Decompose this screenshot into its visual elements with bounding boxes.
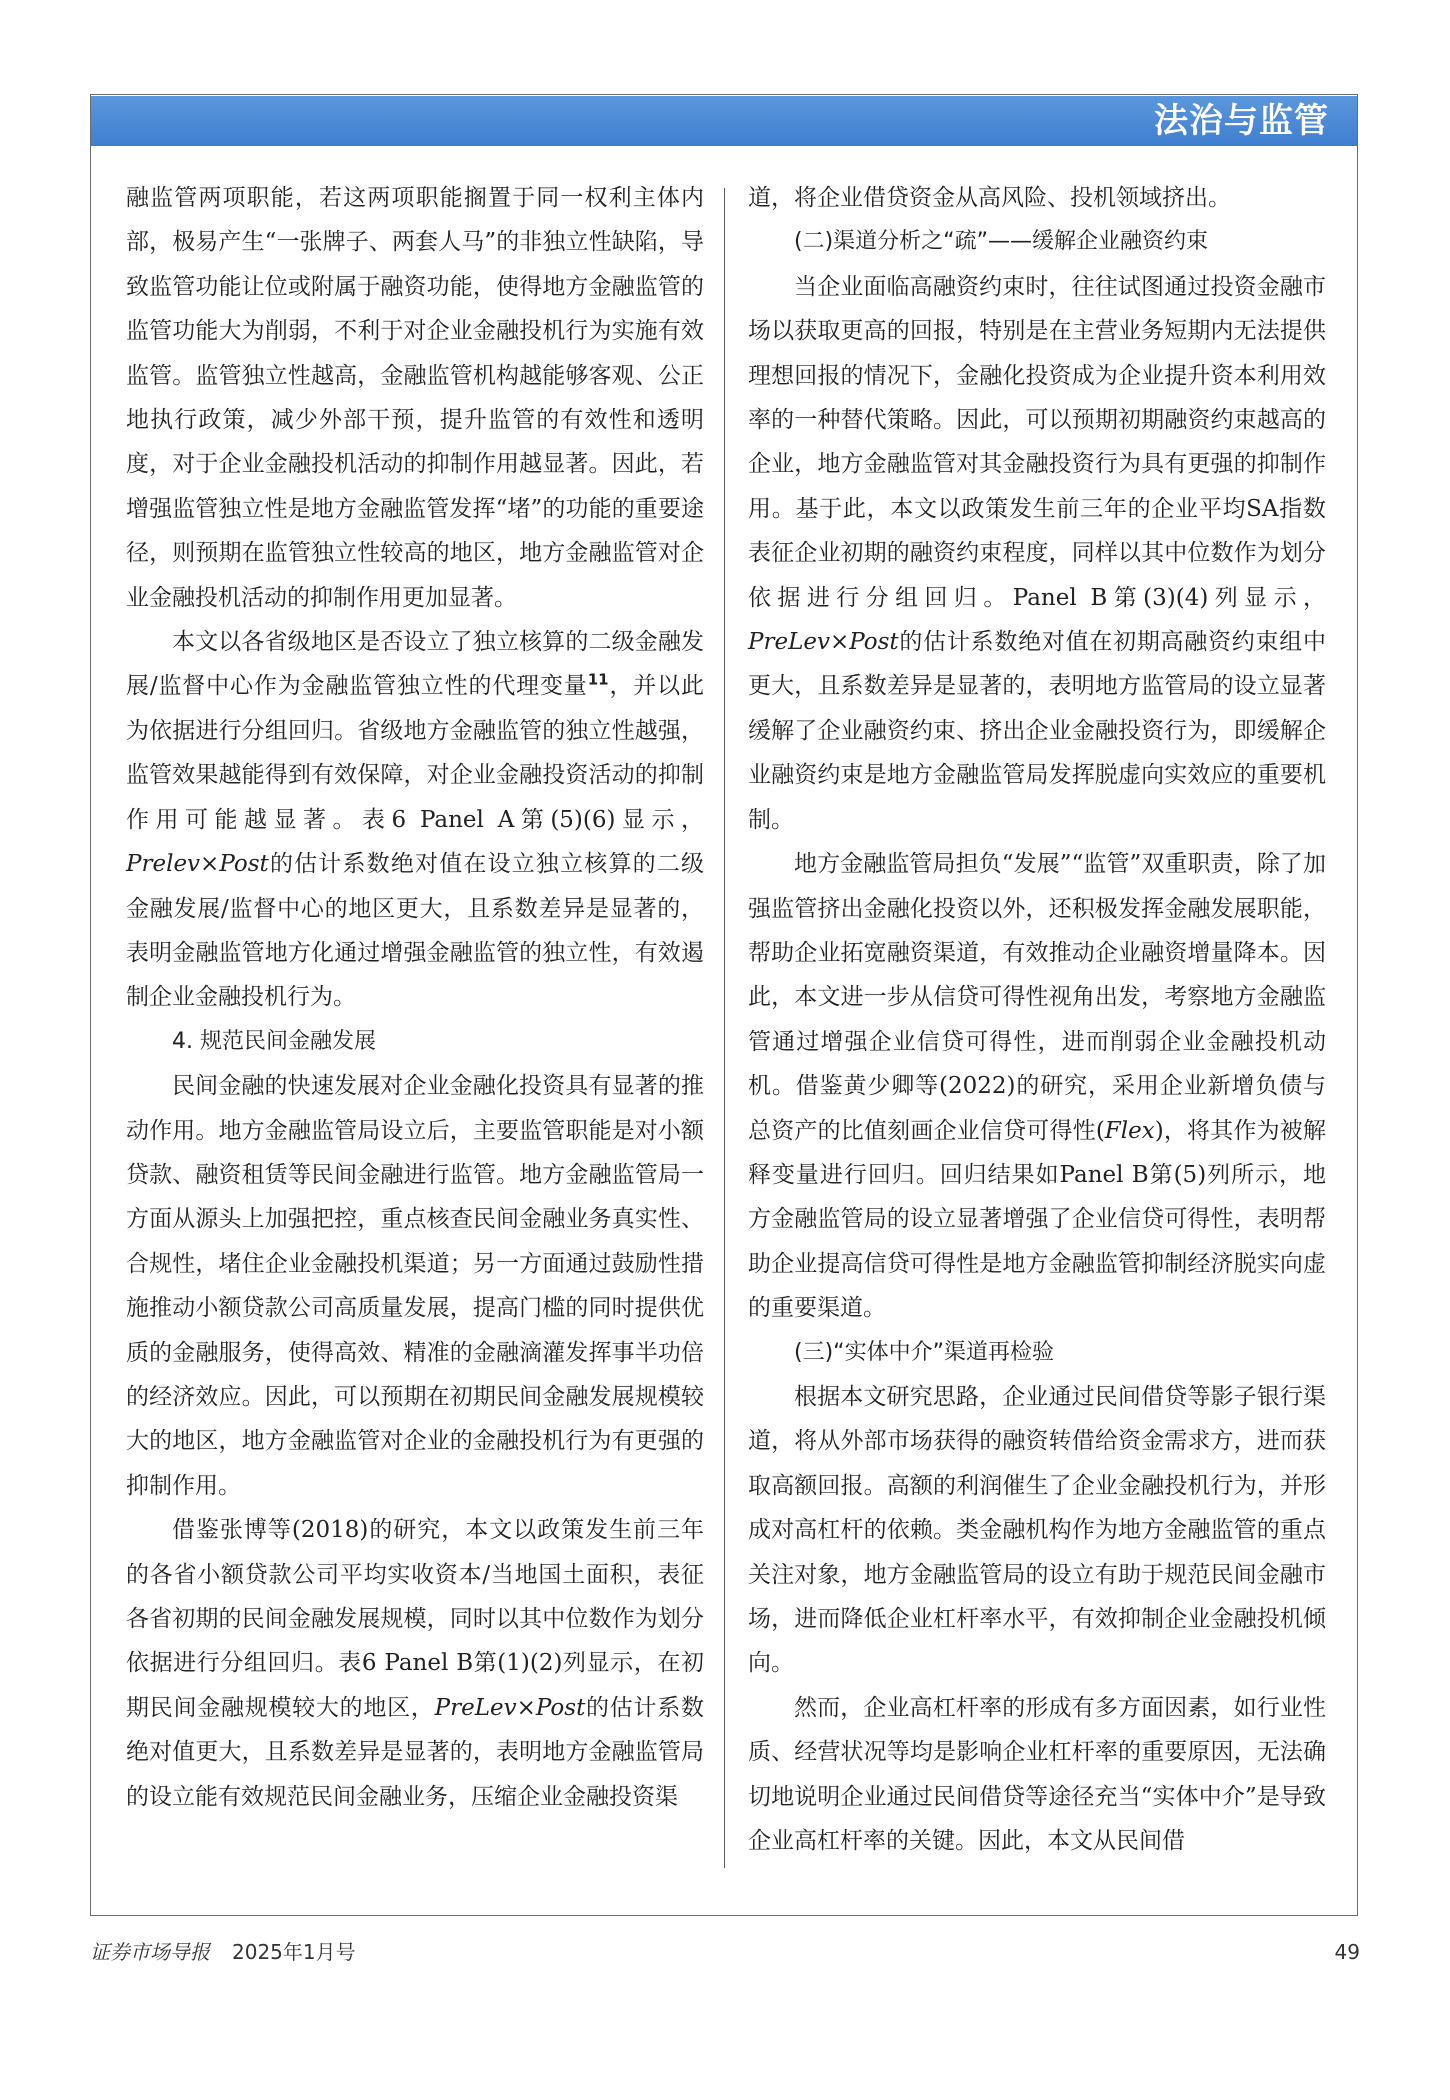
footnote-marker: 11 (587, 670, 609, 689)
journal-name: 证券市场导报 (90, 1940, 210, 1964)
footer-journal-info (90, 1936, 356, 1965)
variable-term: PreLev×Post (434, 1694, 586, 1721)
left-paragraph-3: 民间金融的快速发展对企业金融化投资具有显著的推动作用。地方金融监管局设立后，主要监管职能是对小额贷款、融资租赁等民间金融进行监管。地方金融监管局一方面从源头上加强把控，重点核查民间金融业务真实性、合规性，堵住企业金融投机渠道；另一方面通过鼓励性措施推动小额贷款公司高质量发展，提高门槛的同时提供优质的金融服务，使得高效、精准的金融滴灌发挥事半功倍的经济效应。因此，可以预期在初期民间金融发展规模较大的地区，地方金融监管对企业的金融投机行为有更强的抑制作用。 (126, 1073, 704, 1499)
section-heading-channel: (二)渠道分析之“疏”——缓解企业融资约束 (794, 229, 1208, 255)
right-paragraph-1: 道，将企业借贷资金从高风险、投机领域挤出。 (748, 185, 1231, 211)
issue-date: 2025年1月号 (232, 1940, 356, 1964)
subsection-heading: 4. 规范民间金融发展 (172, 1028, 376, 1054)
section-title: 法治与监管 (1154, 101, 1329, 141)
right-paragraph-5: 然而，企业高杠杆率的形成有多方面因素，如行业性质、经营状况等均是影响企业杠杆率的重要原因，无法确切地说明企业通过民间借贷等途径充当“实体中介”是导致企业高杠杆率的关键。因此，本文从民间借 (748, 1694, 1326, 1855)
right-column (748, 176, 1326, 1863)
right-paragraph-2: 当企业面临高融资约束时，往往试图通过投资金融市场以获取更高的回报，特别是在主营业务短期内无法提供理想回报的情况下，金融化投资成为企业提升资本利用效率的一种替代策略。因此，可以预期初期融资约束越高的企业，地方金融监管对其金融投资行为具有更强的抑制作用。基于此，本文以政策发生前三年的企业平均SA指数表征企业初期的融资约束程度，同样以其中位数作为划分依据进行分组回归。Panel B第(3)(4)列显示，PreLev×Post的估计系数绝对值在初期高融资约束组中更大，且系数差异是显著的，表明地方监管局的设立显著缓解了企业融资约束、挤出企业金融投资行为，即缓解企业融资约束是地方金融监管局发挥脱虚向实效应的重要机制。 (748, 273, 1326, 833)
page-number: 49 (1334, 1940, 1360, 1964)
column-divider (724, 188, 725, 1868)
right-paragraph-3: 地方金融监管局担负“发展”“监管”双重职责，除了加强监管挤出金融化投资以外，还积极发挥金融发展职能，帮助企业拓宽融资渠道，有效推动企业融资增量降本。因此，本文进一步从信贷可得性视角出发，考察地方金融监管通过增强企业信贷可得性，进而削弱企业金融投机动机。借鉴黄少卿等(2022)的研究，采用企业新增负债与总资产的比值刻画企业信贷可得性(Flex)，将其作为被解释变量进行回归。回归结果如Panel B第(5)列所示，地方金融监管局的设立显著增强了企业信贷可得性，表明帮助企业提高信贷可得性是地方金融监管抑制经济脱实向虚的重要渠道。 (748, 851, 1326, 1322)
section-banner (91, 96, 1357, 146)
left-column (126, 176, 704, 1819)
left-paragraph-4: 借鉴张博等(2018)的研究，本文以政策发生前三年的各省小额贷款公司平均实收资本/当地国土面积，表征各省初期的民间金融发展规模，同时以其中位数作为划分依据进行分组回归。表6 Panel B第(1)(2)列显示，在初期民间金融规模较大的地区，PreLev×Post的估计系数绝对值更大，且系数差异是显著的，表明地方金融监管局的设立能有效规范民间金融业务，压缩企业金融投资渠 (126, 1517, 705, 1810)
variable-term: Flex (1104, 1117, 1155, 1144)
left-paragraph-1: 融监管两项职能，若这两项职能搁置于同一权利主体内部，极易产生“一张牌子、两套人马”的非独立性缺陷，导致监管功能让位或附属于融资功能，使得地方金融监管的监管功能大为削弱，不利于对企业金融投机行为实施有效监管。监管独立性越高，金融监管机构越能够客观、公正地执行政策，减少外部干预，提升监管的有效性和透明度，对于企业金融投机活动的抑制作用越显著。因此，若增强监管独立性是地方金融监管发挥“堵”的功能的重要途径，则预期在监管独立性较高的地区，地方金融监管对企业金融投机活动的抑制作用更加显著。 (126, 185, 704, 611)
right-paragraph-4: 根据本文研究思路，企业通过民间借贷等影子银行渠道，将从外部市场获得的融资转借给资金需求方，进而获取高额回报。高额的利润催生了企业金融投机行为，并形成对高杠杆的依赖。类金融机构作为地方金融监管的重点关注对象，地方金融监管局的设立有助于规范民间金融市场，进而降低企业杠杆率水平，有效抑制企业金融投机倾向。 (748, 1383, 1326, 1677)
variable-term: PreLev×Post (748, 629, 899, 656)
left-paragraph-2: 本文以各省级地区是否设立了独立核算的二级金融发展/监督中心作为金融监管独立性的代理变量$^{11}$，并以此为依据进行分组回归。省级地方金融监管的独立性越强，监管效果越能得到有效保障，对企业金融投资活动的抑制作用可能越显著。表6 Panel A第(5)(6)显示，Prelev×Post的估计系数绝对值在设立独立核算的二级金融发展/监督中心的地区更大，且系数差异是显著的，表明金融监管地方化通过增强金融监管的独立性，有效遏制企业金融投机行为。 (126, 629, 705, 1011)
variable-term: Prelev×Post (126, 851, 269, 878)
section-heading-intermediary: (三)“实体中介”渠道再检验 (794, 1339, 1054, 1365)
